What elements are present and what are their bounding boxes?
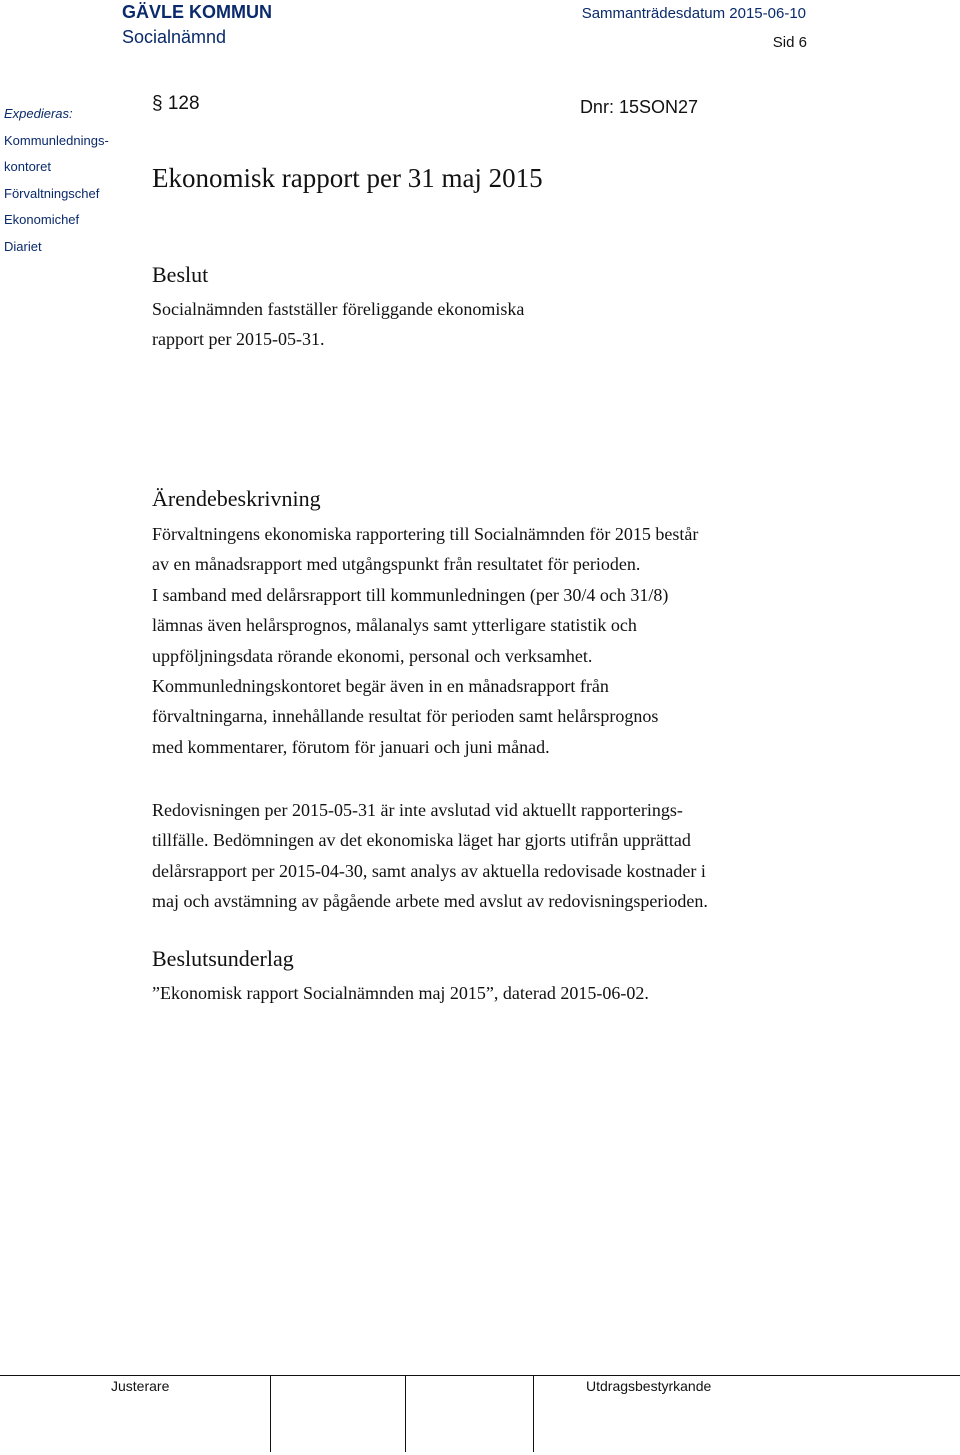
text-line: I samband med delårsrapport till kommunledningen (per 30/4 och 31/8) (152, 584, 669, 605)
text-line: ”Ekonomisk rapport Socialnämnden maj 2015”, daterad 2015-06-02. (152, 983, 649, 1003)
text-line: förvaltningarna, innehållande resultat för perioden samt helårsprognos (152, 706, 659, 727)
page-title: Ekonomisk rapport per 31 maj 2015 (152, 163, 543, 193)
decision-heading: Beslut (152, 262, 209, 287)
text-line: av en månadsrapport med utgångspunkt från resultatet för perioden. (152, 554, 641, 575)
distribution-list (4, 101, 109, 260)
text-line: med kommentarer, förutom för januari och juni månad. (152, 736, 550, 757)
text-line: Redovisningen per 2015-05-31 är inte avslutad vid aktuellt rapporterings- (152, 800, 683, 820)
organization-name: GÄVLE KOMMUN (122, 2, 272, 22)
footer-utdragsbestyrkande-label: Utdragsbestyrkande (586, 1378, 712, 1394)
description-heading: Ärendebeskrivning (152, 486, 321, 511)
text-line: lämnas även helårsprognos, målanalys samt ytterligare statistik och (152, 615, 637, 636)
text-line: uppföljningsdata rörande ekonomi, personal och verksamhet. (152, 645, 593, 666)
paragraph-number: § 128 (152, 93, 200, 114)
text-line: maj och avstämning av pågående arbete med avslut av redovisningsperioden. (152, 891, 708, 912)
footer-divider (0, 1375, 960, 1376)
distribution-recipient: kontoret (4, 159, 51, 174)
basis-heading: Beslutsunderlag (152, 946, 294, 971)
text-line: Kommunledningskontoret begär även in en månadsrapport från (152, 676, 609, 697)
distribution-label: Expedieras: (4, 106, 73, 121)
signature-box-divider (270, 1376, 271, 1452)
text-line: rapport per 2015-05-31. (152, 329, 325, 350)
department-name: Socialnämnd (122, 27, 227, 47)
signature-box-divider (405, 1376, 406, 1452)
distribution-recipient: Kommunlednings- (4, 132, 109, 148)
text-line: Socialnämnden fastställer föreliggande ekonomiska (152, 299, 525, 319)
description-paragraph-2 (152, 795, 852, 917)
basis-text (152, 978, 852, 1008)
meeting-date: Sammanträdesdatum 2015-06-10 (581, 5, 806, 22)
page-number: Sid 6 (772, 34, 807, 51)
distribution-recipient: Ekonomichef (4, 212, 80, 227)
text-line: Förvaltningens ekonomiska rapportering till Socialnämnden för 2015 består (152, 524, 699, 544)
decision-text (152, 294, 852, 355)
text-line: tillfälle. Bedömningen av det ekonomiska läget har gjorts utifrån upprättad (152, 830, 691, 851)
case-number: Dnr: 15SON27 (579, 97, 698, 117)
text-line: delårsrapport per 2015-04-30, samt analys av aktuella redovisade kostnader i (152, 860, 706, 881)
distribution-recipient: Diariet (4, 238, 42, 254)
footer-justerare-label: Justerare (111, 1378, 170, 1394)
description-paragraph-1 (152, 519, 852, 762)
distribution-recipient: Förvaltningschef (4, 185, 100, 201)
signature-box-divider (533, 1376, 534, 1452)
